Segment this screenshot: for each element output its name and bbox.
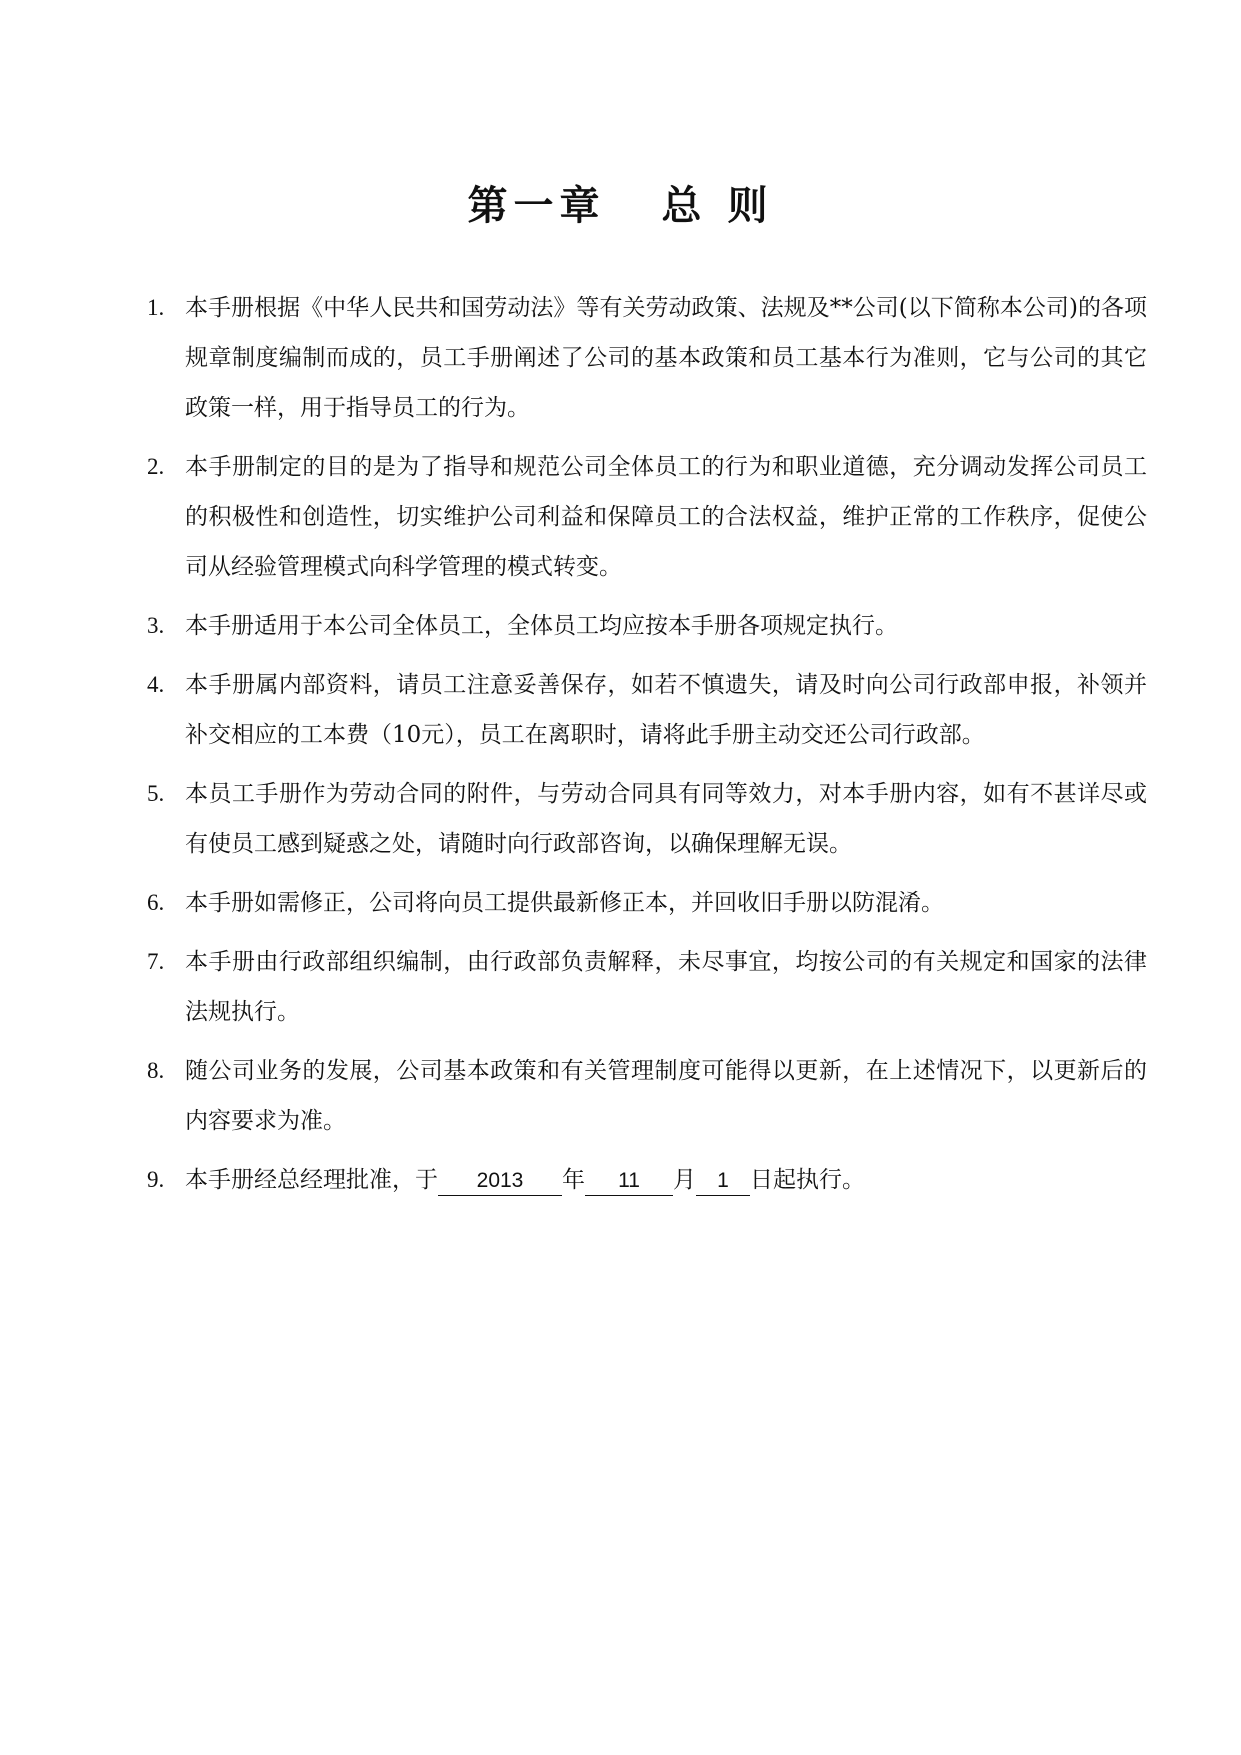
chapter-name: 总 则 [661,182,774,229]
list-item [147,601,1147,651]
item-text: 本手册制定的目的是为了指导和规范公司全体员工的行为和职业道德，充分调动发挥公司员工的积极性和创造性，切实维护公司利益和保障员工的合法权益，维护正常的工作秩序，促使公司从经验管理模式向科学管理的模式转变。 [185,454,1147,580]
month-unit: 月 [673,1167,696,1193]
item-number: 6. [147,890,165,915]
item-text: 本手册适用于本公司全体员工，全体员工均应按本手册各项规定执行。 [185,613,898,639]
item-text: 本手册属内部资料，请员工注意妥善保存，如若不慎遗失，请及时向公司行政部申报，补领并补交相应的工本费（10元），员工在离职时，请将此手册主动交还公司行政部。 [185,672,1147,748]
item-number: 9. [147,1167,165,1192]
item-text: 本手册由行政部组织编制，由行政部负责解释，未尽事宜，均按公司的有关规定和国家的法律法规执行。 [185,949,1147,1025]
chapter-title [0,178,1241,234]
item-text-suffix: 日起执行。 [750,1167,865,1193]
list-item [147,878,1147,928]
item-text: 本手册如需修正，公司将向员工提供最新修正本，并回收旧手册以防混淆。 [185,890,944,916]
rules-list [147,283,1147,1214]
list-item [147,442,1147,592]
list-item [147,769,1147,869]
item-number: 2. [147,454,165,479]
item-number: 7. [147,949,165,974]
item-number: 5. [147,781,165,806]
month-field: 11 [585,1167,673,1196]
list-item [147,1046,1147,1146]
list-item [147,937,1147,1037]
list-item [147,660,1147,760]
effective-date-item [147,1155,1147,1205]
list-item [147,283,1147,433]
year-unit: 年 [562,1167,585,1193]
item-number: 8. [147,1058,165,1083]
chapter-number: 第一章 [467,182,606,229]
item-text: 本手册根据《中华人民共和国劳动法》等有关劳动政策、法规及**公司(以下简称本公司)的各项规章制度编制而成的，员工手册阐述了公司的基本政策和员工基本行为准则，它与公司的其它政策一样，用于指导员工的行为。 [185,295,1147,421]
item-text: 随公司业务的发展，公司基本政策和有关管理制度可能得以更新，在上述情况下，以更新后的内容要求为准。 [185,1058,1147,1134]
item-text-prefix: 本手册经总经理批准，于 [185,1167,438,1193]
item-number: 4. [147,672,165,697]
day-field: 1 [696,1167,750,1196]
item-text: 本员工手册作为劳动合同的附件，与劳动合同具有同等效力，对本手册内容，如有不甚详尽或有使员工感到疑惑之处，请随时向行政部咨询，以确保理解无误。 [185,781,1147,857]
item-number: 1. [147,295,165,320]
item-number: 3. [147,613,165,638]
year-field: 2013 [438,1167,562,1196]
